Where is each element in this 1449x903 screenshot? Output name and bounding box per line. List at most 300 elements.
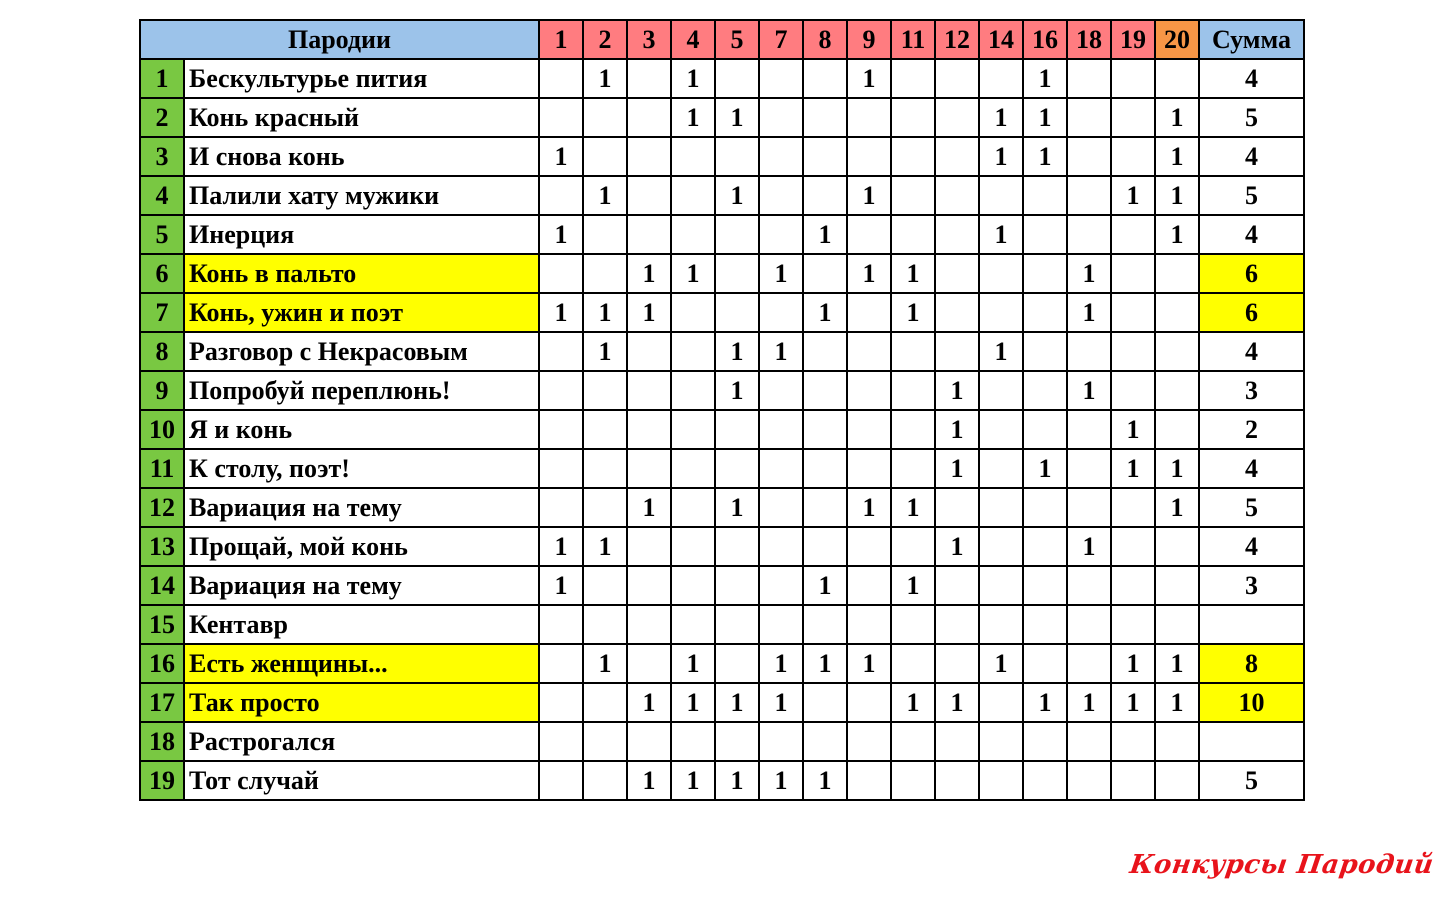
- vote-cell: [935, 644, 979, 683]
- vote-cell: [891, 215, 935, 254]
- vote-cell: 1: [847, 644, 891, 683]
- vote-cell: 1: [891, 683, 935, 722]
- parody-name-cell: Попробуй переплюнь!: [184, 371, 539, 410]
- vote-cell: [891, 332, 935, 371]
- sum-cell: 5: [1199, 176, 1304, 215]
- parody-name-cell: Конь в пальто: [184, 254, 539, 293]
- vote-cell: [715, 644, 759, 683]
- sum-cell: 3: [1199, 566, 1304, 605]
- vote-cell: 1: [1155, 98, 1199, 137]
- vote-cell: [1067, 332, 1111, 371]
- sum-cell: 4: [1199, 332, 1304, 371]
- vote-cell: [847, 332, 891, 371]
- vote-cell: [1111, 722, 1155, 761]
- vote-cell: 1: [759, 644, 803, 683]
- vote-cell: [1023, 371, 1067, 410]
- vote-cell: [1067, 449, 1111, 488]
- sum-cell: 5: [1199, 98, 1304, 137]
- vote-cell: [627, 410, 671, 449]
- vote-cell: [539, 722, 583, 761]
- row-number-cell: 11: [140, 449, 184, 488]
- vote-cell: [1023, 293, 1067, 332]
- vote-cell: 1: [1023, 449, 1067, 488]
- vote-cell: [539, 644, 583, 683]
- vote-cell: [979, 527, 1023, 566]
- vote-cell: 1: [979, 215, 1023, 254]
- vote-cell: [803, 254, 847, 293]
- vote-cell: 1: [1067, 293, 1111, 332]
- vote-cell: 1: [1023, 683, 1067, 722]
- vote-cell: [583, 98, 627, 137]
- vote-cell: 1: [803, 215, 847, 254]
- row-number-cell: 15: [140, 605, 184, 644]
- vote-cell: [627, 332, 671, 371]
- row-number-cell: 9: [140, 371, 184, 410]
- vote-cell: [979, 254, 1023, 293]
- vote-cell: [979, 293, 1023, 332]
- parody-name-cell: Есть женщины...: [184, 644, 539, 683]
- parody-name-cell: Конь красный: [184, 98, 539, 137]
- vote-cell: [583, 683, 627, 722]
- sum-cell: 2: [1199, 410, 1304, 449]
- vote-cell: [979, 59, 1023, 98]
- vote-cell: [979, 683, 1023, 722]
- sum-cell: 5: [1199, 761, 1304, 800]
- vote-cell: [935, 488, 979, 527]
- jury-header-cell: 1: [539, 20, 583, 59]
- vote-cell: [671, 371, 715, 410]
- vote-cell: [935, 332, 979, 371]
- vote-cell: [759, 293, 803, 332]
- row-number-cell: 10: [140, 410, 184, 449]
- vote-cell: [847, 566, 891, 605]
- vote-cell: [1067, 566, 1111, 605]
- vote-cell: 1: [671, 59, 715, 98]
- vote-cell: [715, 566, 759, 605]
- vote-cell: 1: [979, 332, 1023, 371]
- jury-header-cell: 8: [803, 20, 847, 59]
- vote-cell: 1: [583, 644, 627, 683]
- vote-cell: [1155, 293, 1199, 332]
- vote-cell: [935, 215, 979, 254]
- vote-cell: [759, 449, 803, 488]
- vote-cell: [803, 332, 847, 371]
- vote-cell: [759, 722, 803, 761]
- vote-cell: 1: [583, 176, 627, 215]
- row-number-cell: 16: [140, 644, 184, 683]
- vote-cell: [583, 488, 627, 527]
- vote-cell: [803, 527, 847, 566]
- vote-cell: [759, 605, 803, 644]
- vote-cell: [671, 722, 715, 761]
- vote-cell: [803, 371, 847, 410]
- row-number-cell: 5: [140, 215, 184, 254]
- vote-cell: [1067, 137, 1111, 176]
- vote-cell: 1: [671, 644, 715, 683]
- vote-cell: [935, 59, 979, 98]
- header-row: [140, 20, 1304, 59]
- table-row: [140, 566, 1304, 605]
- vote-cell: [847, 527, 891, 566]
- table-row: [140, 761, 1304, 800]
- vote-cell: [583, 137, 627, 176]
- vote-cell: [671, 137, 715, 176]
- vote-cell: 1: [671, 683, 715, 722]
- vote-cell: [715, 722, 759, 761]
- vote-cell: [715, 410, 759, 449]
- table-row: [140, 59, 1304, 98]
- vote-cell: [847, 722, 891, 761]
- vote-cell: [1155, 332, 1199, 371]
- table-row: [140, 449, 1304, 488]
- vote-cell: [979, 722, 1023, 761]
- row-number-cell: 3: [140, 137, 184, 176]
- vote-cell: 1: [803, 293, 847, 332]
- vote-cell: 1: [759, 761, 803, 800]
- vote-cell: 1: [627, 683, 671, 722]
- vote-cell: [1111, 332, 1155, 371]
- vote-cell: [935, 137, 979, 176]
- vote-cell: [891, 59, 935, 98]
- vote-cell: 1: [1155, 137, 1199, 176]
- vote-cell: 1: [935, 683, 979, 722]
- vote-cell: [759, 410, 803, 449]
- vote-cell: 1: [891, 488, 935, 527]
- table-row: [140, 683, 1304, 722]
- table-row: [140, 488, 1304, 527]
- vote-cell: [847, 449, 891, 488]
- row-number-cell: 12: [140, 488, 184, 527]
- vote-cell: [1067, 215, 1111, 254]
- table-row: [140, 410, 1304, 449]
- parody-name-cell: Тот случай: [184, 761, 539, 800]
- vote-cell: 1: [539, 293, 583, 332]
- vote-cell: [759, 176, 803, 215]
- parody-votes-table: [139, 19, 1305, 801]
- vote-cell: [1023, 761, 1067, 800]
- vote-cell: 1: [935, 371, 979, 410]
- vote-cell: [847, 98, 891, 137]
- vote-cell: 1: [803, 566, 847, 605]
- row-number-cell: 6: [140, 254, 184, 293]
- jury-header-cell: 14: [979, 20, 1023, 59]
- vote-cell: [891, 176, 935, 215]
- vote-cell: [1111, 371, 1155, 410]
- vote-cell: [759, 527, 803, 566]
- row-number-cell: 18: [140, 722, 184, 761]
- vote-cell: 1: [715, 332, 759, 371]
- vote-cell: 1: [979, 98, 1023, 137]
- vote-cell: 1: [1111, 176, 1155, 215]
- vote-cell: [847, 371, 891, 410]
- vote-cell: [1111, 527, 1155, 566]
- vote-cell: [715, 527, 759, 566]
- vote-cell: [1023, 488, 1067, 527]
- vote-cell: 1: [1023, 137, 1067, 176]
- vote-cell: 1: [1023, 59, 1067, 98]
- vote-cell: [935, 293, 979, 332]
- vote-cell: 1: [627, 293, 671, 332]
- vote-cell: [583, 605, 627, 644]
- sum-cell: 4: [1199, 137, 1304, 176]
- sum-cell: [1199, 605, 1304, 644]
- vote-cell: [1067, 59, 1111, 98]
- table-row: [140, 332, 1304, 371]
- vote-cell: [715, 254, 759, 293]
- sum-header-cell: Сумма: [1199, 20, 1304, 59]
- vote-cell: [583, 410, 627, 449]
- jury-header-cell: 11: [891, 20, 935, 59]
- vote-cell: [1111, 137, 1155, 176]
- vote-cell: [671, 527, 715, 566]
- row-number-cell: 1: [140, 59, 184, 98]
- vote-cell: [1023, 644, 1067, 683]
- vote-cell: [891, 605, 935, 644]
- vote-cell: 1: [627, 761, 671, 800]
- vote-cell: [979, 176, 1023, 215]
- parody-name-cell: Прощай, мой конь: [184, 527, 539, 566]
- parody-name-cell: Так просто: [184, 683, 539, 722]
- vote-cell: [715, 137, 759, 176]
- vote-cell: 1: [759, 254, 803, 293]
- jury-header-cell: 18: [1067, 20, 1111, 59]
- vote-cell: [1155, 254, 1199, 293]
- table-row: [140, 176, 1304, 215]
- vote-cell: [935, 254, 979, 293]
- vote-cell: [1067, 644, 1111, 683]
- vote-cell: [1111, 605, 1155, 644]
- vote-cell: [847, 137, 891, 176]
- parody-name-cell: Конь, ужин и поэт: [184, 293, 539, 332]
- vote-cell: [1111, 254, 1155, 293]
- vote-cell: 1: [583, 293, 627, 332]
- parody-name-cell: Палили хату мужики: [184, 176, 539, 215]
- vote-cell: 1: [891, 254, 935, 293]
- vote-cell: [847, 605, 891, 644]
- vote-cell: 1: [715, 683, 759, 722]
- vote-cell: [1023, 566, 1067, 605]
- vote-cell: [583, 215, 627, 254]
- vote-cell: 1: [1155, 644, 1199, 683]
- vote-cell: [1155, 761, 1199, 800]
- vote-cell: [627, 59, 671, 98]
- vote-cell: [671, 449, 715, 488]
- vote-cell: 1: [847, 59, 891, 98]
- row-number-cell: 7: [140, 293, 184, 332]
- sum-cell: 6: [1199, 254, 1304, 293]
- vote-cell: [847, 293, 891, 332]
- contest-logo: Конкурсы Пародий: [1127, 850, 1436, 880]
- vote-cell: 1: [1023, 98, 1067, 137]
- vote-cell: 1: [891, 566, 935, 605]
- vote-cell: [935, 98, 979, 137]
- table-row: [140, 98, 1304, 137]
- vote-cell: [1111, 488, 1155, 527]
- vote-cell: 1: [1067, 527, 1111, 566]
- jury-header-cell: 3: [627, 20, 671, 59]
- vote-cell: [979, 566, 1023, 605]
- parody-name-cell: Разговор с Некрасовым: [184, 332, 539, 371]
- vote-cell: 1: [583, 527, 627, 566]
- vote-cell: [627, 722, 671, 761]
- vote-cell: 1: [759, 332, 803, 371]
- vote-cell: 1: [539, 137, 583, 176]
- vote-cell: [715, 449, 759, 488]
- vote-cell: 1: [583, 332, 627, 371]
- vote-cell: [891, 410, 935, 449]
- vote-cell: [539, 176, 583, 215]
- vote-cell: [671, 566, 715, 605]
- vote-cell: [539, 59, 583, 98]
- sum-cell: 5: [1199, 488, 1304, 527]
- vote-cell: [1067, 761, 1111, 800]
- vote-cell: [627, 176, 671, 215]
- vote-cell: 1: [627, 488, 671, 527]
- vote-cell: [1067, 176, 1111, 215]
- vote-cell: [1023, 176, 1067, 215]
- jury-header-cell: 4: [671, 20, 715, 59]
- vote-cell: [583, 254, 627, 293]
- table-row: [140, 371, 1304, 410]
- table-row: [140, 605, 1304, 644]
- parody-name-cell: Кентавр: [184, 605, 539, 644]
- vote-cell: 1: [539, 527, 583, 566]
- vote-cell: [759, 488, 803, 527]
- parody-name-cell: Вариация на тему: [184, 488, 539, 527]
- sum-cell: 4: [1199, 59, 1304, 98]
- vote-cell: [759, 98, 803, 137]
- vote-cell: [979, 410, 1023, 449]
- vote-cell: [539, 371, 583, 410]
- vote-cell: 1: [847, 488, 891, 527]
- vote-cell: [539, 605, 583, 644]
- jury-header-cell: 2: [583, 20, 627, 59]
- vote-cell: [539, 332, 583, 371]
- vote-cell: [1155, 410, 1199, 449]
- vote-cell: 1: [627, 254, 671, 293]
- vote-cell: [539, 98, 583, 137]
- parody-name-cell: К столу, поэт!: [184, 449, 539, 488]
- vote-cell: 1: [1111, 683, 1155, 722]
- vote-cell: [803, 176, 847, 215]
- row-number-cell: 2: [140, 98, 184, 137]
- vote-cell: [627, 371, 671, 410]
- vote-cell: [1155, 722, 1199, 761]
- vote-cell: [759, 137, 803, 176]
- vote-cell: [803, 605, 847, 644]
- vote-cell: 1: [715, 371, 759, 410]
- vote-cell: [759, 215, 803, 254]
- vote-cell: [627, 644, 671, 683]
- vote-cell: [891, 761, 935, 800]
- vote-cell: 1: [1155, 176, 1199, 215]
- sum-cell: 6: [1199, 293, 1304, 332]
- vote-cell: [715, 293, 759, 332]
- header-title: Пародии: [140, 20, 539, 59]
- parody-name-cell: Я и конь: [184, 410, 539, 449]
- vote-cell: [1023, 722, 1067, 761]
- vote-cell: [979, 449, 1023, 488]
- vote-cell: [1067, 98, 1111, 137]
- vote-cell: [539, 683, 583, 722]
- table-row: [140, 644, 1304, 683]
- vote-cell: [1111, 215, 1155, 254]
- vote-cell: [1111, 761, 1155, 800]
- vote-cell: 1: [1155, 683, 1199, 722]
- vote-cell: [539, 488, 583, 527]
- vote-cell: [539, 410, 583, 449]
- vote-cell: 1: [1067, 683, 1111, 722]
- vote-cell: [935, 176, 979, 215]
- sum-cell: [1199, 722, 1304, 761]
- vote-cell: [1023, 254, 1067, 293]
- vote-cell: 1: [1111, 410, 1155, 449]
- vote-cell: [583, 371, 627, 410]
- vote-cell: [627, 137, 671, 176]
- vote-cell: 1: [1111, 644, 1155, 683]
- vote-cell: [671, 605, 715, 644]
- vote-cell: [1067, 605, 1111, 644]
- vote-cell: 1: [803, 644, 847, 683]
- vote-cell: [671, 332, 715, 371]
- vote-cell: 1: [671, 761, 715, 800]
- parody-name-cell: Инерция: [184, 215, 539, 254]
- vote-cell: [891, 449, 935, 488]
- vote-cell: 1: [715, 761, 759, 800]
- vote-cell: [627, 566, 671, 605]
- vote-cell: [803, 410, 847, 449]
- vote-cell: [539, 254, 583, 293]
- vote-cell: [1155, 566, 1199, 605]
- vote-cell: [891, 722, 935, 761]
- vote-cell: 1: [671, 98, 715, 137]
- vote-cell: [715, 59, 759, 98]
- vote-cell: [583, 566, 627, 605]
- vote-cell: [715, 605, 759, 644]
- vote-cell: [891, 371, 935, 410]
- vote-cell: [583, 449, 627, 488]
- vote-cell: 1: [935, 449, 979, 488]
- vote-cell: [1111, 566, 1155, 605]
- parody-name-cell: Растрогался: [184, 722, 539, 761]
- vote-cell: 1: [671, 254, 715, 293]
- vote-cell: [979, 761, 1023, 800]
- vote-cell: [803, 683, 847, 722]
- vote-cell: 1: [1111, 449, 1155, 488]
- vote-cell: 1: [979, 644, 1023, 683]
- vote-cell: [1067, 722, 1111, 761]
- vote-cell: [847, 215, 891, 254]
- sum-cell: 4: [1199, 527, 1304, 566]
- vote-cell: [1067, 488, 1111, 527]
- vote-cell: [891, 527, 935, 566]
- row-number-cell: 19: [140, 761, 184, 800]
- vote-cell: [847, 683, 891, 722]
- vote-cell: [1155, 59, 1199, 98]
- vote-cell: 1: [847, 176, 891, 215]
- vote-cell: [1155, 527, 1199, 566]
- sum-cell: 10: [1199, 683, 1304, 722]
- row-number-cell: 17: [140, 683, 184, 722]
- vote-cell: [759, 59, 803, 98]
- vote-cell: 1: [539, 566, 583, 605]
- sum-cell: 3: [1199, 371, 1304, 410]
- vote-cell: 1: [803, 761, 847, 800]
- table-row: [140, 527, 1304, 566]
- vote-cell: 1: [935, 527, 979, 566]
- vote-cell: 1: [1155, 488, 1199, 527]
- vote-cell: [803, 59, 847, 98]
